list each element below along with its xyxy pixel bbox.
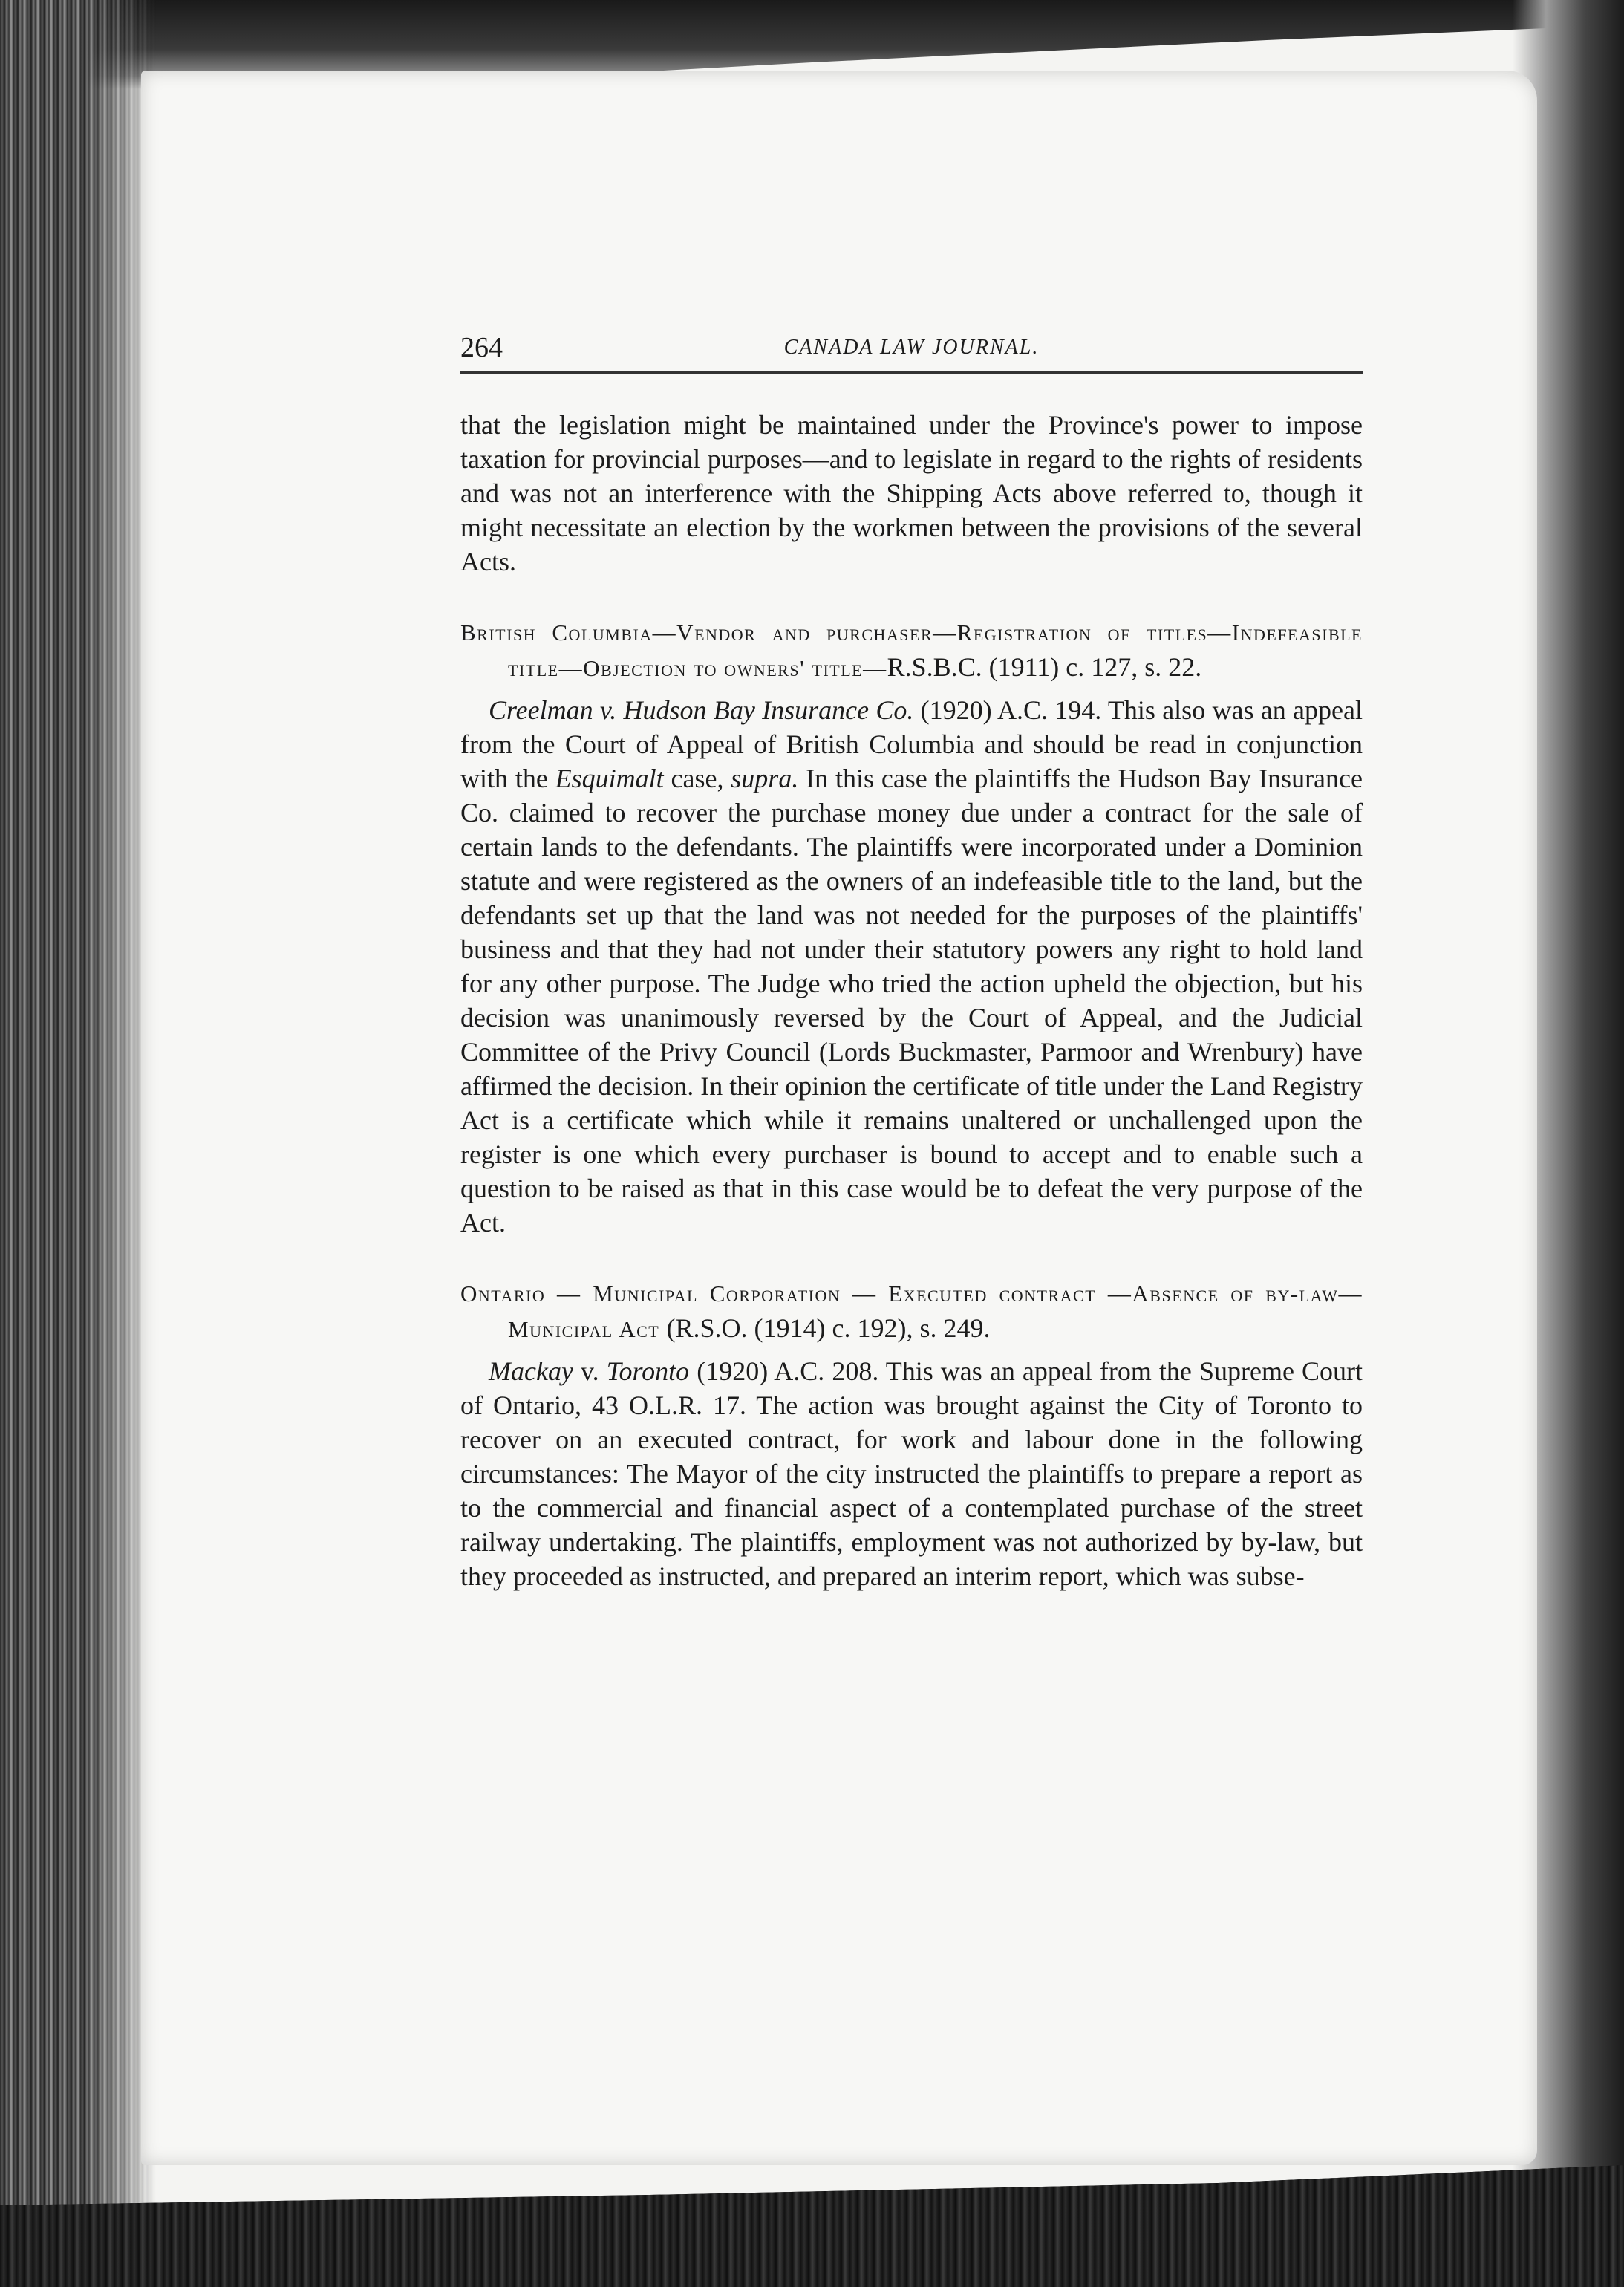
scan-border-left xyxy=(0,0,156,2287)
paragraph-mackay xyxy=(460,1354,1363,1593)
page-number: 264 xyxy=(460,332,503,363)
case-name: Creelman v. Hudson Bay Insurance Co. xyxy=(489,695,914,725)
headnote-citation: (R.S.O. (1914) c. 192), s. 249. xyxy=(666,1313,991,1343)
headnote-citation: R.S.B.C. (1911) c. 127, s. 22. xyxy=(887,652,1202,682)
headnote-text: British Columbia—Vendor and purchaser—Registration of titles—Indefeasible title—Objection to owners' title— xyxy=(460,619,1363,681)
headnote-british-columbia xyxy=(460,616,1363,686)
supra-reference: supra. xyxy=(731,764,799,793)
case-citation: (1920) A.C. 208. xyxy=(689,1356,886,1386)
paragraph-text: In this case the plaintiffs the Hudson Bay Insurance Co. claimed to recover the purchase money due under a contract for the sale of certain lands to the defendants. The plaintiffs were incorporated under a Dominion statute and were registered as the owners of an indefeasible title to the land, but the defendants set up that the land was not needed for the purposes of the plaintiffs' business and that they had not under their statutory powers any right to hold land for any other purpose. The Judge who tried the action upheld the objection, but his decision was unanimously reversed by the Court of Appeal, and the Judicial Committee of the Privy Council (Lords Buckmaster, Parmoor and Wrenbury) have affirmed the decision. In their opinion the certificate of title under the Land Registry Act is a certificate which while it remains unaltered or unchallenged upon the register is one which every purchaser is bound to accept and to enable such a question to be raised as that in this case would be to defeat the very purpose of the Act. xyxy=(460,764,1363,1237)
headnote-ontario xyxy=(460,1277,1363,1347)
paragraph-creelman xyxy=(460,693,1363,1240)
journal-title: CANADA LAW JOURNAL. xyxy=(783,336,1040,359)
running-head xyxy=(460,327,1363,374)
headnote-text: Ontario — Municipal Corporation — Executed contract —Absence of by-law—Municipal Act xyxy=(460,1281,1363,1342)
paragraph-text: This also was an appeal from the Court of Appeal of British Columbia and should be read in conjunction with the xyxy=(460,695,1363,793)
case-separator: v. xyxy=(573,1356,607,1386)
case-reference: Esquimalt xyxy=(555,764,664,793)
case-name-defendant: Toronto xyxy=(606,1356,690,1386)
case-name: Mackay xyxy=(489,1356,573,1386)
paragraph-text: case, xyxy=(663,764,731,793)
paragraph-continued: that the legislation might be maintained under the Province's power to impose taxation for provincial purposes—and to legislate in regard to the rights of residents and was not an interference with the Shipping Acts above referred to, though it might necessitate an election by the workmen between the provisions of the several Acts. xyxy=(460,410,1363,576)
page-content xyxy=(460,327,1363,1593)
paragraph-text: This was an appeal from the Supreme Court of Ontario, 43 O.L.R. 17. The action was brought against the City of Toronto to recover on an executed contract, for work and labour done in the following circumstances: The Mayor of the city instructed the plaintiffs to prepare a report as to the commercial and financial aspect of a contemplated purchase of the street railway undertaking. The plaintiffs, employment was not authorized by by-law, but they proceeded as instructed, and prepared an interim report, which was subse- xyxy=(460,1356,1363,1591)
case-citation: (1920) A.C. 194. xyxy=(913,695,1108,725)
